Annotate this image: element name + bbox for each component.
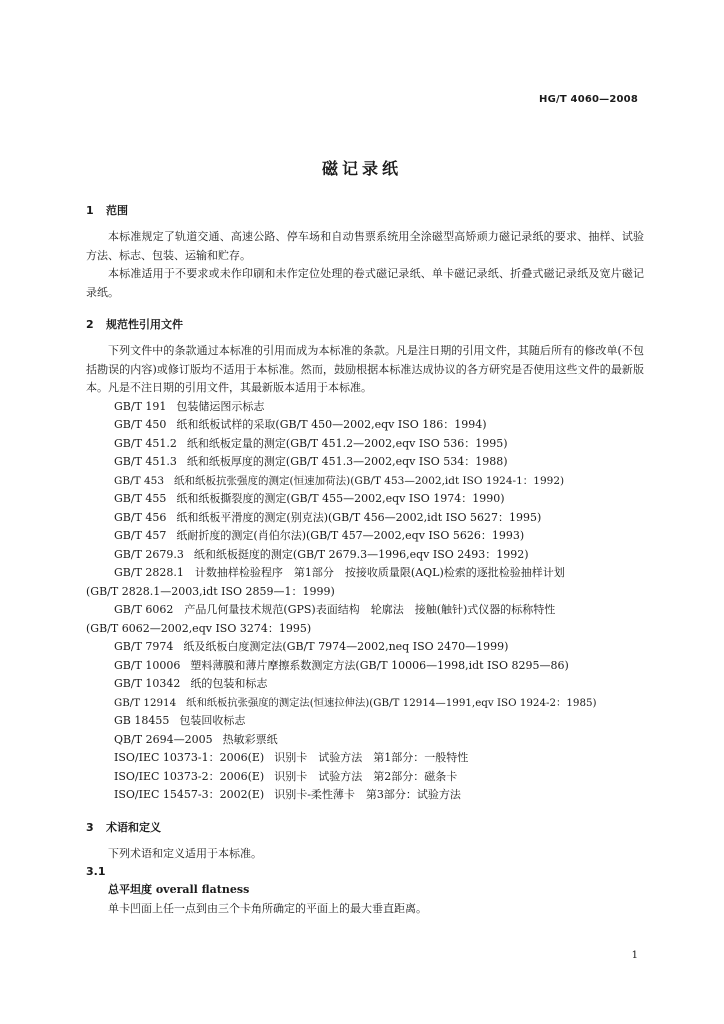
reference-code: GB/T 457 <box>114 529 167 542</box>
reference-title: 识别卡 试验方法 第2部分：磁条卡 <box>274 769 458 783</box>
reference-title: 纸和纸板挺度的测定(GB/T 2679.3—1996,eqv ISO 2493：1992) <box>193 547 529 561</box>
section-number: 3 <box>86 820 94 834</box>
reference-item <box>86 527 644 546</box>
reference-item <box>86 453 644 472</box>
reference-title: 纸和纸板撕裂度的测定(GB/T 455—2002,eqv ISO 1974：1990) <box>176 492 505 505</box>
section-1-heading <box>86 202 644 220</box>
term-definition: 单卡凹面上任一点到由三个卡角所确定的平面上的最大垂直距离。 <box>108 901 427 915</box>
paragraph: 本标准适用于不要求或未作印刷和未作定位处理的卷式磁记录纸、单卡磁记录纸、折叠式磁记录纸及宽片磁记录纸。 <box>86 267 644 299</box>
section-2-heading <box>86 316 644 334</box>
reference-item <box>86 638 644 657</box>
section-title: 术语和定义 <box>106 820 161 834</box>
reference-item <box>86 657 644 676</box>
reference-code: ISO/IEC 10373-1：2006(E) <box>114 751 265 764</box>
reference-item <box>86 398 644 417</box>
reference-line: GB/T 6062 产品几何量技术规范(GPS)表面结构 轮廓法 接触(触针)式仪器的标称特性 <box>114 603 556 616</box>
reference-item <box>86 675 644 694</box>
reference-code: ISO/IEC 10373-2：2006(E) <box>114 769 265 783</box>
reference-line: (GB/T 2828.1—2003,idt ISO 2859—1：1999) <box>86 584 335 598</box>
reference-title: 识别卡-柔性薄卡 第3部分：试验方法 <box>274 788 461 801</box>
section-number: 2 <box>86 318 94 331</box>
paragraph: 下列文件中的条款通过本标准的引用而成为本标准的条款。凡是注日期的引用文件，其随后所有的修改单(不包括勘误的内容)或修订版均不适用于本标准。然而，鼓励根据本标准达成协议的各方研究是否使用这些文件的最新版本。凡是不注日期的引用文件，其最新版本适用于本标准。 <box>86 344 644 394</box>
reference-line: (GB/T 6062—2002,eqv ISO 3274：1995) <box>86 621 312 635</box>
paragraph: 本标准规定了轨道交通、高速公路、停车场和自动售票系统用全涂磁型高矫顽力磁记录纸的要求、抽样、试验方法、标志、包装、运输和贮存。 <box>86 230 644 262</box>
reference-item <box>86 768 644 787</box>
reference-code: GB 18455 <box>114 714 170 727</box>
reference-title: 热敏彩票纸 <box>222 732 278 746</box>
reference-title: 识别卡 试验方法 第1部分：一般特性 <box>274 751 469 764</box>
term-english: overall flatness <box>155 883 250 896</box>
reference-item <box>86 786 644 805</box>
paragraph: 下列术语和定义适用于本标准。 <box>108 846 262 860</box>
reference-code: GB/T 455 <box>114 492 167 505</box>
reference-list <box>86 398 644 805</box>
reference-title: 纸和纸板试样的采取(GB/T 450—2002,eqv ISO 186：1994) <box>176 418 487 431</box>
reference-code: GB/T 456 <box>114 510 167 524</box>
standard-code: HG/T 4060—2008 <box>539 94 638 105</box>
reference-title: 纸耐折度的测定(肖伯尔法)(GB/T 457—2002,eqv ISO 5626：1993) <box>176 529 525 542</box>
clause-number: 3.1 <box>86 865 106 878</box>
reference-item <box>86 472 644 491</box>
term-chinese: 总平坦度 <box>108 883 152 896</box>
page-number: 1 <box>631 950 638 961</box>
reference-item <box>86 749 644 768</box>
reference-code: GB/T 453 <box>114 474 165 487</box>
reference-code: GB/T 191 <box>114 399 167 413</box>
reference-line: GB/T 2828.1 计数抽样检验程序 第1部分 按接收质量限(AQL)检索的逐批检验抽样计划 <box>114 566 565 579</box>
document-body <box>86 202 644 918</box>
reference-item <box>86 731 644 750</box>
reference-code: GB/T 7974 <box>114 640 174 653</box>
section-3-heading <box>86 819 644 837</box>
reference-item <box>86 546 644 565</box>
reference-title: 纸和纸板平滑度的测定(别克法)(GB/T 456—2002,idt ISO 5627：1995) <box>176 510 542 524</box>
reference-code: ISO/IEC 15457-3：2002(E) <box>114 788 265 801</box>
section-number: 1 <box>86 204 94 217</box>
reference-title: 纸和纸板抗张强度的测定法(恒速拉伸法)(GB/T 12914—1991,eqv ISO 1924-2：1985) <box>186 696 597 709</box>
reference-item <box>86 416 644 435</box>
reference-item <box>86 712 644 731</box>
reference-item <box>86 601 644 638</box>
reference-item <box>86 435 644 454</box>
reference-code: GB/T 450 <box>114 418 167 431</box>
reference-item <box>86 564 644 601</box>
reference-code: GB/T 2679.3 <box>114 547 184 561</box>
reference-title: 纸和纸板抗张强度的测定(恒速加荷法)(GB/T 453—2002,idt ISO 1924-1：1992) <box>174 474 565 487</box>
reference-title: 包装回收标志 <box>179 714 246 727</box>
reference-code: QB/T 2694—2005 <box>114 732 213 746</box>
reference-title: 纸及纸板白度测定法(GB/T 7974—2002,neq ISO 2470—1999) <box>183 640 509 653</box>
reference-code: GB/T 10006 <box>114 658 181 672</box>
term-heading <box>86 881 644 900</box>
reference-title: 塑料薄膜和薄片摩擦系数测定方法(GB/T 10006—1998,idt ISO 8295—86) <box>190 658 569 672</box>
page-title: 磁记录纸 <box>321 159 402 178</box>
reference-code: GB/T 12914 <box>114 696 177 709</box>
reference-item <box>86 694 644 713</box>
reference-item <box>86 490 644 509</box>
reference-title: 纸和纸板厚度的测定(GB/T 451.3—2002,eqv ISO 534：1988) <box>186 455 508 468</box>
reference-code: GB/T 451.2 <box>114 436 177 450</box>
section-title: 规范性引用文件 <box>106 318 183 331</box>
reference-title: 包装储运图示标志 <box>176 399 265 413</box>
reference-title: 纸的包装和标志 <box>190 677 268 690</box>
reference-item <box>86 509 644 528</box>
reference-title: 纸和纸板定量的测定(GB/T 451.2—2002,eqv ISO 536：1995) <box>186 436 508 450</box>
section-title: 范围 <box>106 204 128 217</box>
reference-code: GB/T 10342 <box>114 677 181 690</box>
reference-code: GB/T 451.3 <box>114 455 177 468</box>
